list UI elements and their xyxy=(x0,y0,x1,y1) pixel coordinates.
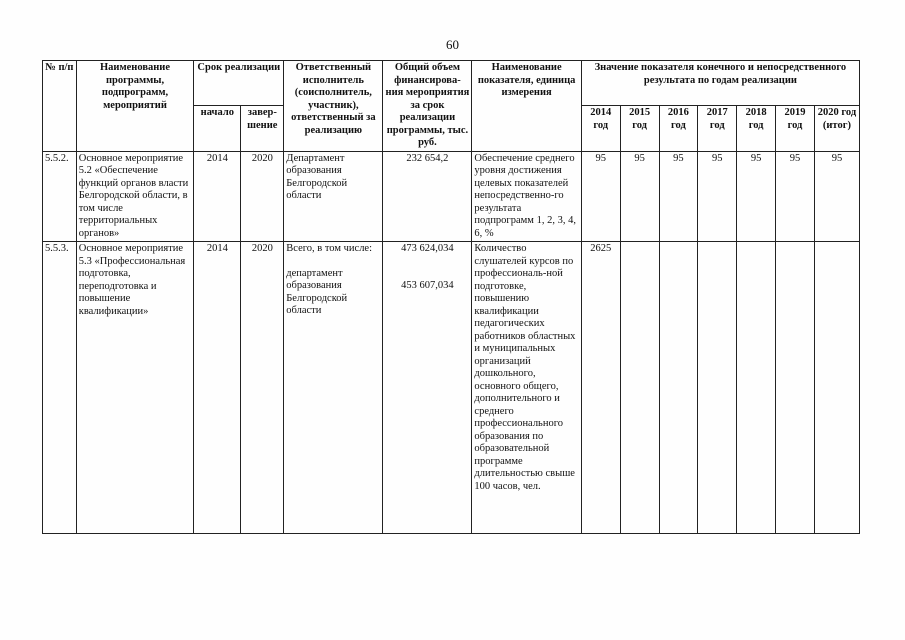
row-value-2018 xyxy=(737,242,776,534)
header-year-2018: 2018 год xyxy=(737,106,776,151)
row-executor: Департамент образования Белгородской области xyxy=(284,151,383,242)
row-value-2019 xyxy=(776,242,815,534)
header-values-title: Значение показателя конечного и непосредственного результата по годам реализации xyxy=(581,61,859,106)
header-volume: Общий объем финансирова-ния мероприятия за срок реализации программы, тыс. руб. xyxy=(383,61,472,152)
row-value-2016 xyxy=(659,242,698,534)
row-start: 2014 xyxy=(194,151,241,242)
executor-dept: департамент образования Белгородской области xyxy=(286,267,348,316)
header-name: Наименование программы, подпрограмм, мероприятий xyxy=(76,61,194,152)
header-num: № п/п xyxy=(43,61,77,152)
row-volume: 232 654,2 xyxy=(383,151,472,242)
row-num: 5.5.2. xyxy=(43,151,77,242)
row-volume xyxy=(383,242,472,534)
header-start: начало xyxy=(194,106,241,151)
row-executor xyxy=(284,242,383,534)
row-value-2020 xyxy=(814,242,859,534)
header-year-2016: 2016 год xyxy=(659,106,698,151)
header-end: завер-шение xyxy=(241,106,284,151)
row-value-2017: 95 xyxy=(698,151,737,242)
row-start: 2014 xyxy=(194,242,241,534)
row-value-2014: 95 xyxy=(581,151,620,242)
row-value-2020: 95 xyxy=(814,151,859,242)
table-row xyxy=(43,151,860,242)
row-end: 2020 xyxy=(241,242,284,534)
header-executor: Ответственный исполнитель (соисполнитель, участник), ответственный за реализацию xyxy=(284,61,383,152)
program-table xyxy=(42,60,860,534)
row-value-2019: 95 xyxy=(776,151,815,242)
row-indicator: Количество слушателей курсов по профессиональ-ной подготовке, повышению квалификации педагогических работников областных и муниципальных организаций дошкольного, основного общего, дополнительного и среднего профессионального образования по образовательной программе длительностью свыше 100 часов, чел. xyxy=(472,242,581,534)
header-row-1 xyxy=(43,61,860,106)
volume-total: 473 624,034 xyxy=(401,243,454,254)
row-value-2018: 95 xyxy=(737,151,776,242)
table-row xyxy=(43,242,860,534)
row-value-2016: 95 xyxy=(659,151,698,242)
header-term: Срок реализации xyxy=(194,61,284,106)
header-indicator: Наименование показателя, единица измерения xyxy=(472,61,581,152)
header-year-2020: 2020 год (итог) xyxy=(814,106,859,151)
header-year-2017: 2017 год xyxy=(698,106,737,151)
row-end: 2020 xyxy=(241,151,284,242)
row-name: Основное мероприятие 5.2 «Обеспечение функций органов власти Белгородской области, в том числе территориальных органов» xyxy=(76,151,194,242)
row-value-2015 xyxy=(620,242,659,534)
row-name: Основное мероприятие 5.3 «Профессиональная подготовка, переподготовка и повышение квалификации» xyxy=(76,242,194,534)
page-number: 60 xyxy=(446,37,459,52)
executor-total: Всего, в том числе: xyxy=(286,243,373,254)
row-value-2017 xyxy=(698,242,737,534)
header-year-2014: 2014 год xyxy=(581,106,620,151)
row-value-2015: 95 xyxy=(620,151,659,242)
volume-dept: 453 607,034 xyxy=(401,279,454,291)
row-value-2014: 2625 xyxy=(581,242,620,534)
row-num: 5.5.3. xyxy=(43,242,77,534)
header-year-2015: 2015 год xyxy=(620,106,659,151)
header-year-2019: 2019 год xyxy=(776,106,815,151)
row-indicator: Обеспечение среднего уровня достижения целевых показателей непосредственно-го результата подпрограмм 1, 2, 3, 4, 6, % xyxy=(472,151,581,242)
